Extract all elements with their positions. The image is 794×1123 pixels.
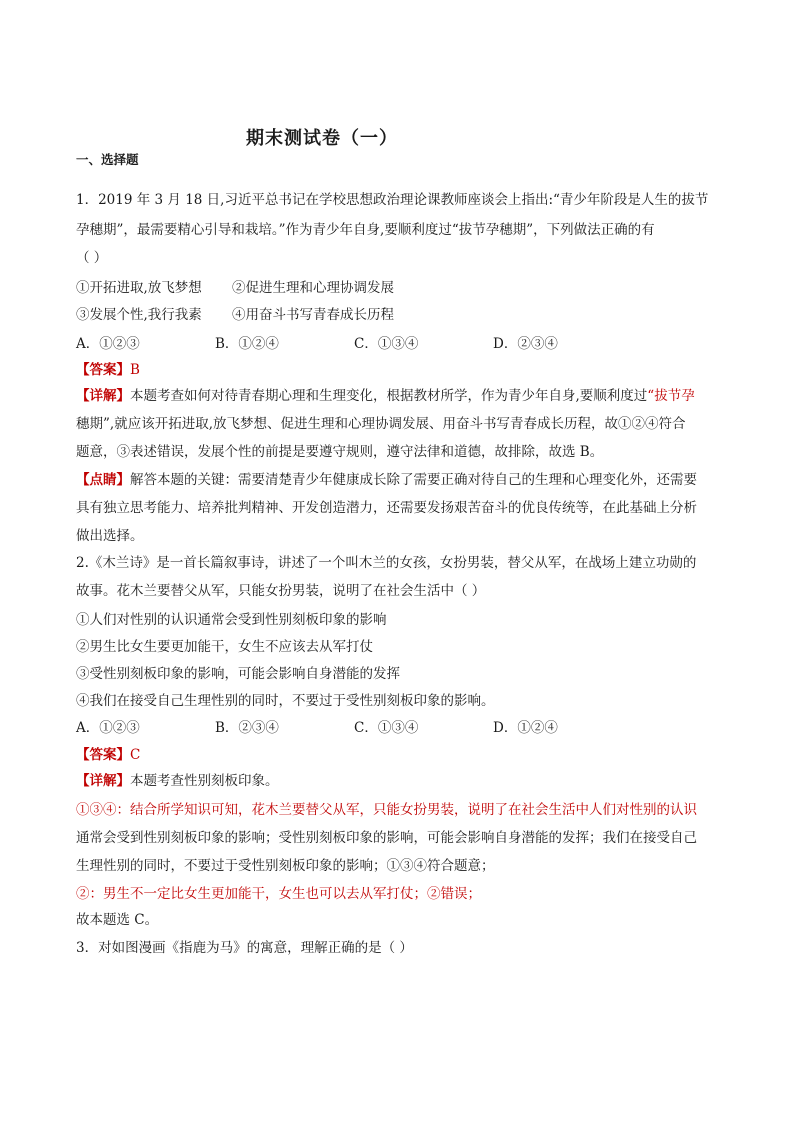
tip-tag: 【点睛】 (76, 472, 130, 488)
q2-stem-line-2: 故事。花木兰要替父从军，只能女扮男装，说明了在社会生活中（ ） (76, 583, 486, 599)
q1-option-b[interactable]: B．①②④ (215, 336, 279, 352)
q1-options (76, 334, 726, 354)
section-heading: 一、选择题 (76, 152, 139, 167)
q2-options (76, 718, 726, 738)
detail-text: 本题考查性别刻板印象。 (130, 773, 279, 789)
q2-statement-2: ②男生比女生要更加能干，女生不应该去从军打仗 (76, 639, 373, 655)
q3-stem-line-1: 3．对如图漫画《指鹿为马》的寓意，理解正确的是（ ） (76, 940, 413, 956)
q1-detail-line-2: 穗期”,就应该开拓进取,放飞梦想、促进生理和心理协调发展、用奋斗书写青春成长历程，故①②④符合 (76, 416, 686, 432)
q2-detail-line-1 (76, 771, 726, 791)
q1-detail-line-3: 题意，③表述错误，发展个性的前提是要遵守规则，遵守法律和道德，故排除，故选 B。 (76, 444, 604, 460)
q2-option-b[interactable]: B．②③④ (215, 720, 279, 736)
q2-answer (76, 745, 726, 765)
q1-stem-line-2: 孕穗期”，最需要精心引导和栽培。”作为青少年自身,要顺利度过“拔节孕穗期”，下列做法正确的有 (76, 222, 655, 238)
q1-answer (76, 360, 726, 380)
q1-stem-line-3: （ ） (76, 250, 108, 266)
q2-option-c[interactable]: C．①③④ (354, 720, 419, 736)
q1-stem-line-1: 1．2019 年 3 月 18 日,习近平总书记在学校思想政治理论课教师座谈会上指出:“青少年阶段是人生的拔节 (76, 192, 709, 208)
q1-tip-line-1 (76, 470, 726, 490)
q1-statement-row-1 (76, 278, 726, 298)
q2-stem-line-1: 2.《木兰诗》是一首长篇叙事诗，讲述了一个叫木兰的女孩，女扮男装，替父从军，在战场上建立功勋的 (76, 555, 697, 571)
q2-option-a[interactable]: A．①②③ (76, 720, 140, 736)
q1-tip-line-3: 做出选择。 (76, 528, 144, 544)
q1-statement-1: ①开拓进取,放飞梦想 (76, 280, 202, 296)
detail-tag: 【详解】 (76, 388, 130, 404)
q1-statement-3: ③发展个性,我行我素 (76, 307, 202, 323)
q2-statement-3: ③受性别刻板印象的影响，可能会影响自身潜能的发挥 (76, 666, 400, 682)
q2-detail-line-6: 故本题选 C。 (76, 912, 159, 928)
q2-statement-1: ①人们对性别的认识通常会受到性别刻板印象的影响 (76, 612, 387, 628)
q2-detail-line-4: 生理性别的同时，不要过于受性别刻板印象的影响；①③④符合题意； (76, 858, 495, 874)
q2-detail-line-5: ②：男生不一定比女生更加能干，女生也可以去从军打仗；②错误； (76, 886, 481, 902)
q2-statement-4: ④我们在接受自己生理性别的同时，不要过于受性别刻板印象的影响。 (76, 693, 495, 709)
q1-statement-row-2 (76, 305, 726, 325)
q2-detail-line-3: 通常会受到性别刻板印象的影响；受性别刻板印象的影响，可能会影响自身潜能的发挥；我们在接受自己 (76, 830, 697, 846)
q1-statement-2: ②促进生理和心理协调发展 (232, 280, 394, 296)
q1-statement-4: ④用奋斗书写青春成长历程 (232, 307, 394, 323)
q1-tip-line-2: 具有独立思考能力、培养批判精神、开发创造潜力，还需要发扬艰苦奋斗的优良传统等，在此基础上分析 (76, 500, 697, 516)
detail-tag: 【详解】 (76, 773, 130, 789)
answer-tag: 【答案】 (76, 747, 130, 763)
answer-value: B (130, 362, 140, 378)
detail-text: 本题考查如何对待青春期心理和生理变化，根据教材所学，作为青少年自身,要顺利度过 (130, 388, 648, 404)
q1-detail-line-1 (76, 386, 726, 406)
answer-value: C (130, 747, 141, 763)
q2-detail-line-2: ①③④：结合所学知识可知，花木兰要替父从军，只能女扮男装，说明了在社会生活中人们对性别的认识 (76, 802, 697, 818)
q1-option-d[interactable]: D．②③④ (493, 336, 558, 352)
detail-highlight: “拔节孕 (647, 388, 695, 404)
page-title: 期末测试卷（一） (246, 128, 398, 149)
tip-text: 解答本题的关键：需要清楚青少年健康成长除了需要正确对待自己的生理和心理变化外，还需要 (130, 472, 697, 488)
q1-option-a[interactable]: A．①②③ (76, 336, 140, 352)
q2-option-d[interactable]: D．①②④ (493, 720, 558, 736)
answer-tag: 【答案】 (76, 362, 130, 378)
q1-option-c[interactable]: C．①③④ (354, 336, 419, 352)
